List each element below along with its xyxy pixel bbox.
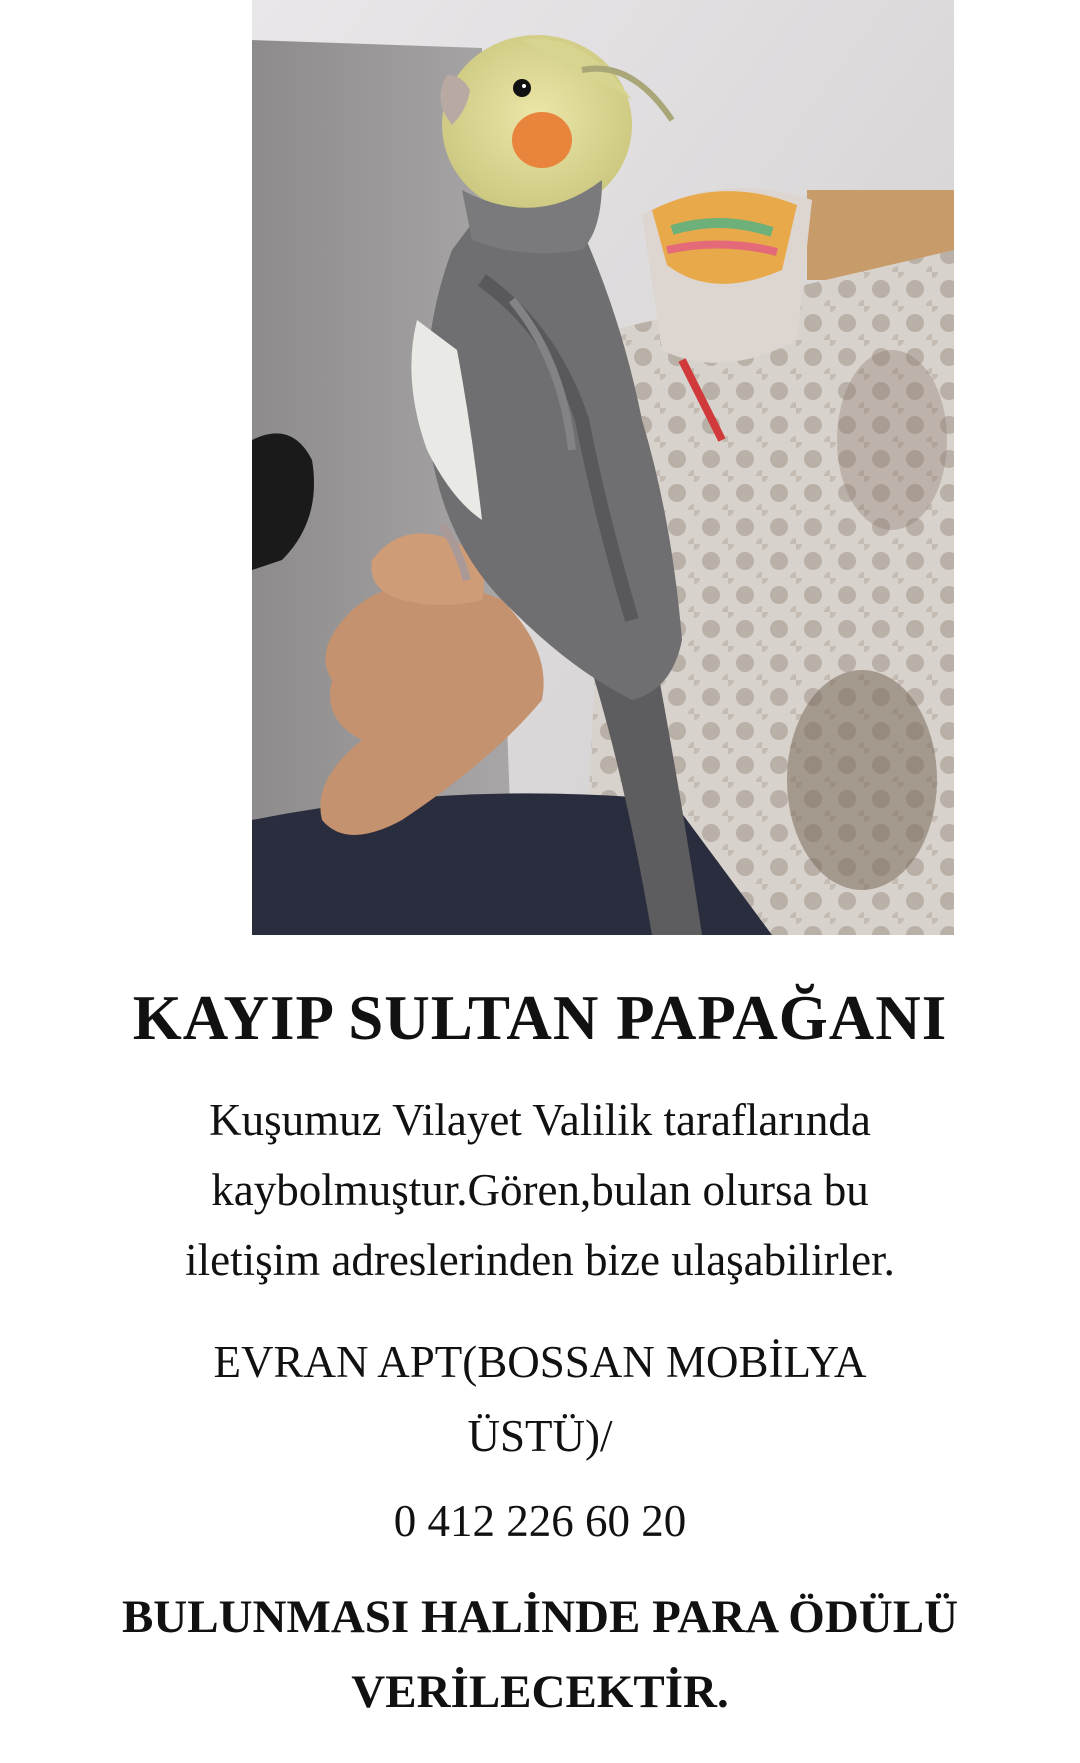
parrot-photo <box>252 0 954 935</box>
reward-notice <box>0 1580 1080 1730</box>
phone-number: 0 412 226 60 20 <box>393 1496 687 1546</box>
reward-line: BULUNMASI HALİNDE PARA ÖDÜLÜ <box>121 1591 959 1643</box>
address <box>0 1325 1080 1473</box>
description-line: Kuşumuz Vilayet Valilik taraflarında <box>209 1095 871 1145</box>
description <box>0 1085 1080 1295</box>
address-line: EVRAN APT(BOSSAN MOBİLYA <box>213 1337 867 1387</box>
reward-line: VERİLECEKTİR. <box>351 1666 729 1718</box>
description-line: kaybolmuştur.Gören,bulan olursa bu <box>211 1165 869 1215</box>
poster-title: KAYIP SULTAN PAPAĞANI <box>132 983 948 1053</box>
description-line: iletişim adreslerinden bize ulaşabilirler. <box>185 1235 895 1285</box>
address-line: ÜSTÜ)/ <box>467 1411 613 1461</box>
